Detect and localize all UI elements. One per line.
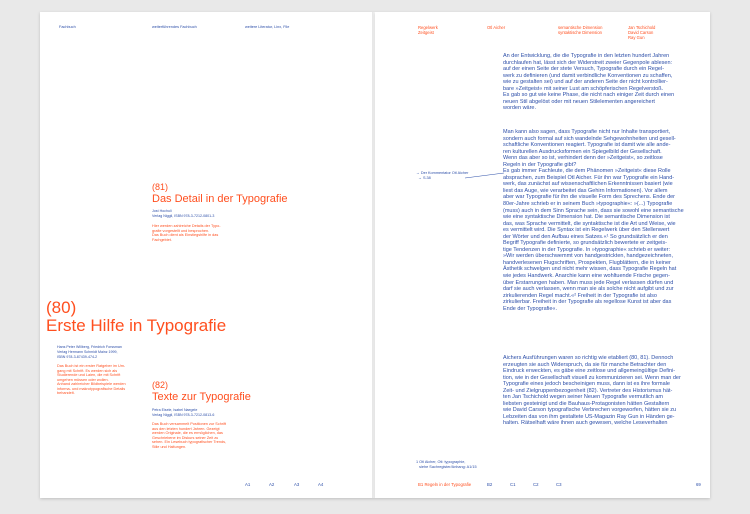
book-80-meta-authors: Hans Peter Willberg, Friedrich Forssman <box>57 345 122 349</box>
body-paragraph-1: An der Entwicklung, die die Typografie in den letzten hundert Jahren durchlaufen hat, lässt sich der Widerstreit zweier Gegenpole ablesen: auf der einen Seite der stete Versuch, Typografie durch ein Regel- werk zu definieren (und damit verbindliche Konventionen zu schaffen, wie zu gestalten sei) und auf der anderen Seite der nicht kontrollier- bare »Zeitgeist« mit seiner Lust am schöpferischen Regelverstoß. Es gab so gut wie keine Phase, die nicht nach einiger Zeit durch einen neuen Stil abgelöst oder mit neuen Stilelementen angereichert worden wäre. <box>503 53 675 112</box>
book-81-meta-author: Jost Hochuli <box>152 209 172 213</box>
header-col2: weiterführendes Fachbuch <box>152 25 197 29</box>
header-term-otl-aicher: Otl Aicher <box>487 25 506 30</box>
header-term-carson: David Carson <box>628 30 654 35</box>
book-82-meta-publisher: Verlag Niggli, ISBN 978-3-7212-0813-6 <box>152 413 215 417</box>
footer-nav-a1[interactable]: A1 <box>245 482 251 487</box>
footer-nav-b1[interactable]: B1 Regeln in der Typografie <box>418 482 472 487</box>
book-80-number: (80) <box>46 298 77 317</box>
header-term-semantische: semantische Dimension <box>558 25 603 30</box>
book-82-title: Texte zur Typografie <box>152 391 251 403</box>
book-81-number: (81) <box>152 182 169 192</box>
margin-note-page[interactable]: → S.38 <box>416 176 431 180</box>
footer-nav-c1[interactable]: C1 <box>510 482 516 487</box>
book-80-meta-isbn: ISBN 978-3-87439-474-2 <box>57 355 98 359</box>
body-paragraph-2: Man kann also sagen, dass Typografie nicht nur Inhalte transportiert, sondern auch formal auf sich wandelnde Sehgewohnheiten und gesell- schaftliche Konventionen reagiert. Typografie ist damit wie alle ande- ren kulturellen Ausdrucksformen ein Spiegelbild der Gesellschaft. Wenn das aber so ist, verhindert denn der »Zeitgeist«, so zeitlose Regeln in der Typografie gibt? Es gab immer Fachleute, die dem Phänomen »Zeitgeist« diese Rolle absprachen, zum Beispiel Otl Aicher. Für ihn war Typografie ein Hand- werk, das zunächst auf wissenschaftlichen Erkenntnissen basiert (wie liest das Auge, wie verarbeitet das Gehirn Informationen). Vor allem aber war Typografie für ihn die visuelle Form des Sprechens. Ende der 80er-Jahre schrieb er in seinem Buch »typographie«: »(...) Typografie (muss) auch in dem Sinn Sprache sein, dass sie sowohl eine semantische wie eine syntaktische Dimension hat. Die semantische Dimension ist das, was Sprache vermittelt, die syntaktische ist die Art und Weise, wie es vermittelt wird. Die Syntax ist ein Regelwerk über den Stellenwert der Wörter und den Aufbau eines Satzes.«¹ So grundsätzlich er den Begriff Typografie definierte, so grundsätzlich bewertete er zeitgeis- tige Tendenzen in der Typografie. In »typographie« schrieb er weiter: »Wir werden überschwemmt von handgestrickten, handgezeichneten, handverlesenen Flugschriften, Prospekten, Flugblättern, die in keiner Ästhetik schwelgen und nicht mehr wissen, dass Typografie Regeln hat wie jedes Handwerk. Anarchie kann eine wohltuende Frische gegen- über Erstarrungen haben. Man muss jede Regel verlassen dürfen und darf sie auch verlassen, wenn man sie als solche nicht aufgibt und zur zirkulierenden Regel macht.«² Freiheit in der Typografie ist also zirkulierbar. Freiheit in der Typografie als regellose Kunst ist aber das Ende der Typografie«. <box>503 129 684 312</box>
footnote-line-1: 1 Otl Aicher, Otl: typographie, <box>416 460 466 464</box>
header-col3: weitere Literatur, Linx, File <box>245 25 290 29</box>
footer-nav-c3[interactable]: C3 <box>556 482 562 487</box>
footer-nav-a2[interactable]: A2 <box>269 482 275 487</box>
page-number: 69 <box>696 482 701 487</box>
footer-nav-b2[interactable]: B2 <box>487 482 493 487</box>
book-81-meta-publisher: Verlag Niggli, ISBN 978-3-7212-0801-3 <box>152 214 215 218</box>
body-paragraph-3: Aichers Ausführungen waren so richtig wie etabliert (80, 81). Dennoch erzeugten sie auch Widerspruch, da sie für manche Betrachter den Eindruck erweckten, es gäbe eine zeitlose und allgemeingültige Defini- tion, wie in der Gesellschaft visuell zu kommunizieren sei. Wenn man der Typografie eines jedoch bescheinigen muss, dann ist es ihre formale Zeit- und Zielgruppenbezogenheit (82). Vertreter des Historismus hät- ten Jan Tschichold wegen seiner Neuen Typografie vermutlich am liebsten gesteinigt und die Bauhaus-Protagonisten hätten Gestaltern wie David Carson typografische Verbrechen vorgeworfen, hätten sie zu Lebzeiten das von ihm gestaltete US-Magazin Ray Gun in Händen ge- halten. Rätselhaft wäre ihnen auch gewesen, welche Leseverhalten <box>503 355 681 427</box>
header-term-regelwerk: Regelwerk <box>418 25 438 30</box>
book-81-title: Das Detail in der Typografie <box>152 193 288 205</box>
header-term-tschichold: Jan Tschichold <box>628 25 656 30</box>
footer-nav-a4[interactable]: A4 <box>318 482 324 487</box>
book-82-blurb: Das Buch versammelt Positionen zur Schrift aus den letzten hundert Jahren. Gezeigt werden Originale, die es ermöglichen, das Geschriebene im Diskurs seiner Zeit zu sehen. Ein Lesebuch typografischer Trends, Stile und Haltungen. <box>152 422 227 449</box>
book-82-number: (82) <box>152 380 169 390</box>
footnote-line-2: siehe Sachregister/Anhang: A1/15 <box>416 465 477 469</box>
book-80-title: Erste Hilfe in Typografie <box>46 316 227 335</box>
right-page <box>375 12 710 498</box>
book-80-blurb: Das Buch ist ein erster Ratgeber im Um- gang mit Schrift. Es werden sich als Studierende und Laien, die mit Schrift umgehen müssen oder wollen. Anhand zahlreicher Bildbeispiele werden informa- und makrotypografische Details behandelt. <box>57 364 126 395</box>
header-col1: Fachbuch <box>59 25 76 29</box>
left-page <box>40 12 375 498</box>
footer-nav-a3[interactable]: A3 <box>294 482 300 487</box>
book-80-meta-publisher: Verlag Hermann Schmidt Mainz 1999, <box>57 350 118 354</box>
book-82-meta-authors: Petra Eisele, Isabel Naegele <box>152 408 198 412</box>
margin-note-arrow <box>465 172 505 180</box>
footer-nav-c2[interactable]: C2 <box>533 482 539 487</box>
margin-note-link[interactable]: → Der Kommentator Otl Aicher <box>416 171 469 175</box>
header-term-ray-gun: Ray Gun <box>628 35 645 40</box>
header-term-zeitgeist: Zeitgeist <box>418 30 434 35</box>
book-81-blurb: Hier werden zahlreiche Details der Typo- grafie vorgestellt und besprochen. Das Buch dient als Einstiegshilfe in das Fachgebiet. <box>152 224 221 242</box>
header-term-syntaktische: syntaktische Dimension <box>558 30 602 35</box>
